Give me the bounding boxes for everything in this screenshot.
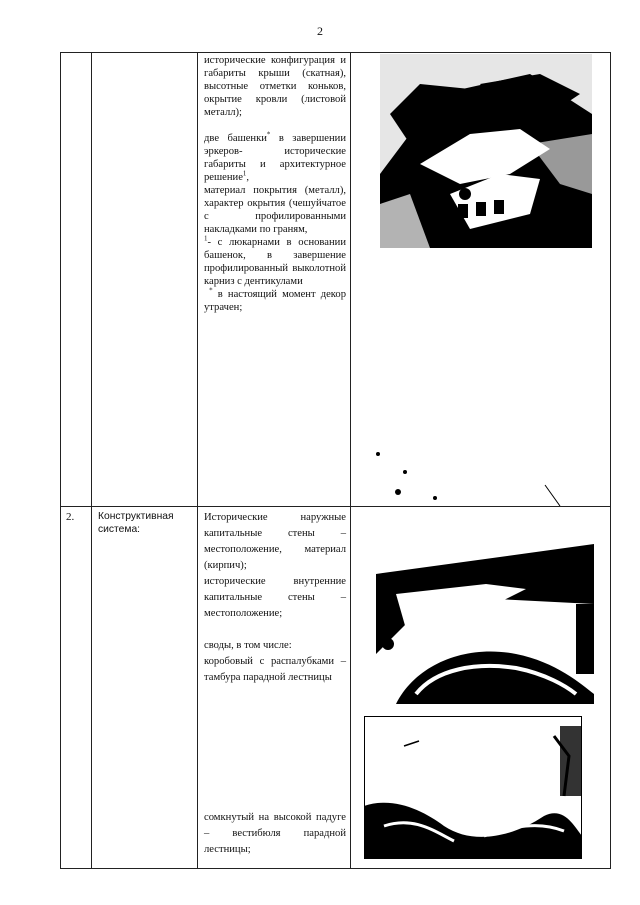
vault-staircase-photo [364, 716, 582, 859]
roof-aerial-photo [380, 54, 592, 248]
row2-paragraph: Исторические наружные капитальные стены – местоположение, материал (кирпич); [204, 512, 346, 571]
row2-description [204, 510, 346, 686]
col-border-1 [91, 52, 92, 869]
row1-paragraph: материал покрытия (металл), характер окрытия (чешуйчатое с профилированными накладками по граням, [204, 185, 346, 235]
row1-paragraph: $^1$- с люкарнами в основании башенок, в завершение профилированный выколотной карниз с дентикулами [204, 234, 346, 287]
row1-paragraph: исторические конфигурация и габариты крыши (скатная), высотные отметки коньков, окрытие кровли (листовой металл); [204, 55, 346, 118]
col-border-3 [350, 52, 351, 869]
table-top-border [60, 52, 611, 53]
photo-cell-marks [360, 440, 600, 506]
row1-paragraph: две башенки* в завершении эркеров- исторические габариты и архитектурное решение$^1$, [204, 130, 346, 183]
page-number: 2 [317, 24, 323, 38]
col-border-2 [197, 52, 198, 869]
col-border-4 [610, 52, 611, 869]
vault-vestibule-photo [376, 544, 594, 704]
row2-title: Конструктивная система: [98, 511, 174, 535]
row2-paragraph: коробовый с распалубками – тамбура парадной лестницы [204, 656, 346, 683]
row1-paragraph: * в настоящий момент декор утрачен; [204, 286, 346, 313]
row2-description-bottom [204, 810, 346, 858]
row2-paragraph: своды, в том числе: [204, 640, 292, 651]
col-border-0 [60, 52, 61, 869]
table-bottom-border [60, 868, 611, 869]
row-divider [60, 506, 611, 507]
row2-paragraph: исторические внутренние капитальные стены – местоположение; [204, 576, 346, 619]
row2-number: 2. [66, 511, 75, 523]
row2-paragraph: сомкнутый на высокой падуге – вестибюля парадной лестницы; [204, 812, 346, 855]
row1-description [204, 54, 346, 314]
